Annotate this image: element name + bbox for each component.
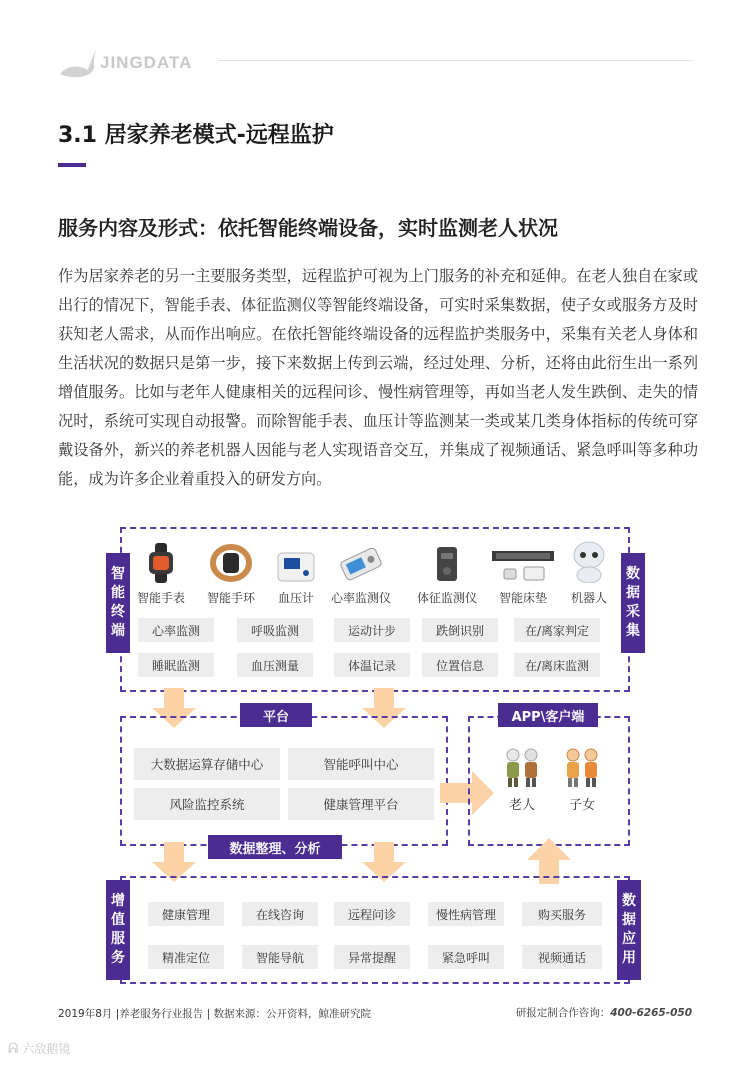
analysis-label: 数据整理、分析 xyxy=(208,835,342,859)
function-chip: 位置信息 xyxy=(422,653,498,677)
terminal-label-char: 能 xyxy=(111,585,125,601)
function-chip: 在/离床监测 xyxy=(514,653,600,677)
collect-label-char: 集 xyxy=(626,623,640,639)
value-label-char: 务 xyxy=(111,950,125,966)
jingdata-logo xyxy=(58,46,218,80)
platform-item: 智能呼叫中心 xyxy=(288,748,434,780)
function-chip: 心率监测 xyxy=(138,618,214,642)
section-title: 3.1 居家养老模式-远程监护 xyxy=(58,123,334,148)
value-label-char: 服 xyxy=(111,931,125,947)
function-chip: 在/离家判定 xyxy=(514,618,600,642)
function-chip: 睡眠监测 xyxy=(138,653,214,677)
app-box xyxy=(468,716,630,846)
function-chip: 体温记录 xyxy=(334,653,410,677)
device-label: 血压计 xyxy=(277,591,314,605)
platform-item: 风险监控系统 xyxy=(134,788,280,820)
device-label: 智能手环 xyxy=(206,591,255,605)
watermark-logo-icon: ᕱ xyxy=(8,1040,19,1057)
footer-contact-label: 研报定制合作咨询： xyxy=(515,1007,611,1019)
smart-mattress-icon xyxy=(490,547,556,583)
platform-item: 健康管理平台 xyxy=(288,788,434,820)
platform-label: 平台 xyxy=(240,703,312,727)
collect-label-char: 数 xyxy=(626,566,640,582)
watermark xyxy=(8,1040,70,1057)
robot-icon xyxy=(569,541,609,583)
footer-source: 2019年8月 |养老服务行业报告 | 数据来源：公开资料，鲸准研究院 xyxy=(58,1008,371,1020)
children-person xyxy=(560,748,604,813)
young-couple-icon xyxy=(561,748,603,788)
device-smart-mattress xyxy=(486,543,560,606)
app-label: APP\客户端 xyxy=(498,703,598,727)
platform-item: 大数据运算存储中心 xyxy=(134,748,280,780)
value-label-char: 值 xyxy=(111,912,125,928)
service-chip: 精准定位 xyxy=(148,945,224,969)
device-label: 智能手表 xyxy=(136,591,185,605)
footer-phone: 400-6265-050 xyxy=(610,1007,692,1019)
value-label xyxy=(106,880,130,980)
function-chip: 呼吸监测 xyxy=(237,618,313,642)
body-paragraph: 作为居家养老的另一主要服务类型，远程监护可视为上门服务的补充和延伸。在老人独自在家或出行的情况下，智能手表、体征监测仪等智能终端设备，可实时采集数据，使子女或服务方及时获知老人需求，从而作出响应。在依托智能终端设备的远程监护类服务中，采集有关老人身体和生活状况的数据只是第一步，接下来数据上传到云端，经过处理、分析，还将由此衍生出一系列增值服务。比如与老年人健康相关的远程问诊、慢性病管理等，再如当老人发生跌倒、走失的情况时，系统可实现自动报警。而除智能手表、血压计等监测某一类或某几类身体指标的传统可穿戴设备外，新兴的养老机器人因能与老人实现语音交互，并集成了视频通话、紧急呼叫等多种功能，成为许多企业着重投入的研发方向。 xyxy=(58,267,698,488)
header-divider xyxy=(218,60,693,61)
service-chip: 购买服务 xyxy=(522,902,602,926)
device-vital-sign xyxy=(410,543,484,606)
device-label: 机器人 xyxy=(570,591,607,605)
service-chip: 健康管理 xyxy=(148,902,224,926)
vital-sign-monitor-icon xyxy=(434,543,460,583)
device-smartwatch xyxy=(124,543,198,606)
device-label: 体征监测仪 xyxy=(416,591,477,605)
service-chip: 紧急呼叫 xyxy=(428,945,504,969)
function-chip: 运动计步 xyxy=(334,618,410,642)
service-chip: 视频通话 xyxy=(522,945,602,969)
footer-contact xyxy=(516,1005,692,1020)
apply-label-char: 应 xyxy=(622,931,636,947)
function-chip: 跌倒识别 xyxy=(422,618,498,642)
smartwatch-icon xyxy=(146,543,176,583)
blood-pressure-monitor-icon xyxy=(276,547,316,583)
device-robot xyxy=(552,543,626,606)
service-chip: 远程问诊 xyxy=(334,902,410,926)
title-accent-bar xyxy=(58,163,86,167)
terminal-label-char: 端 xyxy=(111,623,125,639)
device-label: 智能床垫 xyxy=(498,591,547,605)
apply-label xyxy=(617,880,641,980)
service-chip: 异常提醒 xyxy=(334,945,410,969)
device-heart-rate xyxy=(324,543,398,606)
device-label: 心率监测仪 xyxy=(330,591,391,605)
service-chip: 慢性病管理 xyxy=(428,902,504,926)
device-blood-pressure xyxy=(259,543,333,606)
heart-rate-monitor-icon xyxy=(338,545,384,583)
device-smart-band xyxy=(194,543,268,606)
logo-text: JINGDATA xyxy=(100,53,193,72)
service-chip: 在线咨询 xyxy=(242,902,318,926)
smart-band-icon xyxy=(209,543,253,583)
value-label-char: 增 xyxy=(111,893,125,909)
function-chip: 血压测量 xyxy=(237,653,313,677)
apply-label-char: 用 xyxy=(622,950,636,966)
platform-box xyxy=(120,716,448,846)
service-chip: 智能导航 xyxy=(242,945,318,969)
apply-label-char: 数 xyxy=(622,893,636,909)
elder-label: 老人 xyxy=(508,798,535,813)
elderly-couple-icon xyxy=(501,748,543,788)
elder-person xyxy=(500,748,544,813)
apply-label-char: 据 xyxy=(622,912,636,928)
whale-logo-icon xyxy=(58,46,98,80)
watermark-text: 六敌鹅镜 xyxy=(22,1042,71,1056)
children-label: 子女 xyxy=(568,798,595,813)
terminal-label-char: 智 xyxy=(111,566,125,582)
collect-label-char: 采 xyxy=(626,604,640,620)
subtitle: 服务内容及形式：依托智能终端设备，实时监测老人状况 xyxy=(58,216,558,240)
collect-label-char: 据 xyxy=(626,585,640,601)
terminal-label-char: 终 xyxy=(111,604,125,620)
